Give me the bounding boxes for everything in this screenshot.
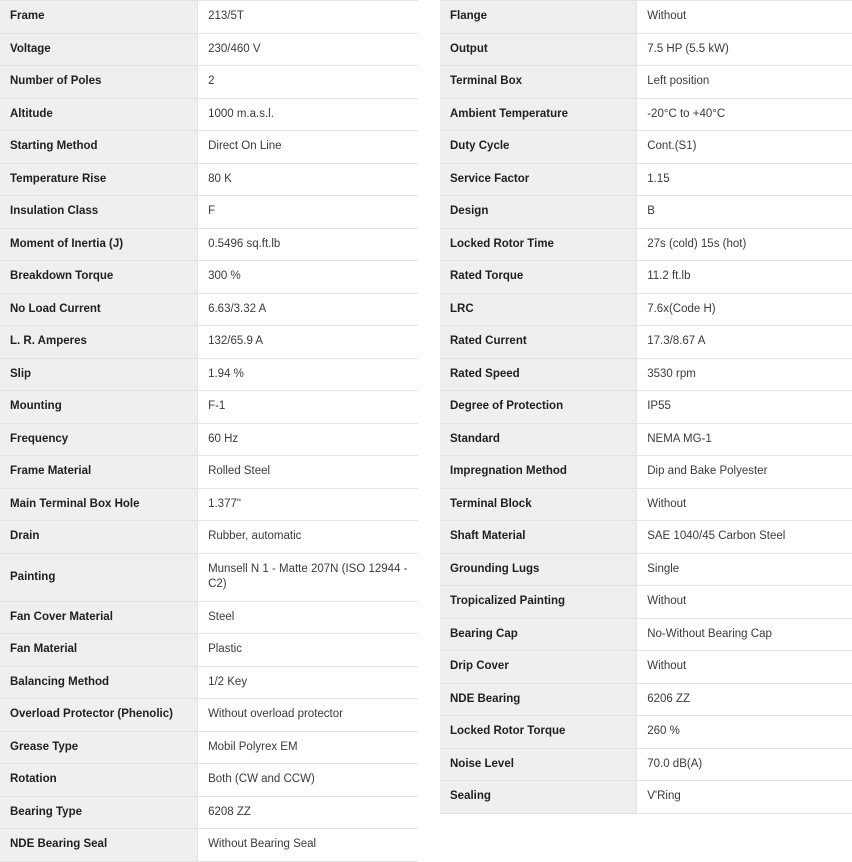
spec-label: Tropicalized Painting <box>440 586 637 619</box>
spec-value: 0.5496 sq.ft.lb <box>198 228 418 261</box>
table-row <box>440 98 852 131</box>
table-row <box>0 358 418 391</box>
spec-value: Direct On Line <box>198 131 418 164</box>
spec-value: 260 % <box>637 716 852 749</box>
spec-value: 300 % <box>198 261 418 294</box>
table-row <box>0 1 418 34</box>
table-row <box>440 618 852 651</box>
table-row <box>0 521 418 554</box>
table-row <box>440 261 852 294</box>
spec-label: Frequency <box>0 423 198 456</box>
table-row <box>440 66 852 99</box>
spec-value: F-1 <box>198 391 418 424</box>
spec-label: Output <box>440 33 637 66</box>
table-row <box>440 488 852 521</box>
table-row <box>440 293 852 326</box>
table-row <box>0 66 418 99</box>
spec-value: Without overload protector <box>198 699 418 732</box>
spec-value: 1000 m.a.s.l. <box>198 98 418 131</box>
spec-value: 6.63/3.32 A <box>198 293 418 326</box>
spec-label: Rated Speed <box>440 358 637 391</box>
spec-value: 27s (cold) 15s (hot) <box>637 228 852 261</box>
spec-value: Rolled Steel <box>198 456 418 489</box>
spec-value: 132/65.9 A <box>198 326 418 359</box>
spec-label: Terminal Block <box>440 488 637 521</box>
spec-value: 6208 ZZ <box>198 796 418 829</box>
table-row <box>440 163 852 196</box>
spec-label: Main Terminal Box Hole <box>0 488 198 521</box>
table-row <box>0 699 418 732</box>
spec-label: Frame <box>0 1 198 34</box>
spec-label: Drip Cover <box>440 651 637 684</box>
table-row <box>0 391 418 424</box>
spec-label: LRC <box>440 293 637 326</box>
spec-label: Bearing Type <box>0 796 198 829</box>
spec-label: Ambient Temperature <box>440 98 637 131</box>
table-row <box>0 634 418 667</box>
table-row <box>440 131 852 164</box>
spec-label: Number of Poles <box>0 66 198 99</box>
spec-value: 60 Hz <box>198 423 418 456</box>
spec-value: 213/5T <box>198 1 418 34</box>
spec-label: Fan Cover Material <box>0 601 198 634</box>
spec-label: Starting Method <box>0 131 198 164</box>
spec-label: Flange <box>440 1 637 34</box>
spec-value: Both (CW and CCW) <box>198 764 418 797</box>
spec-value: 1.94 % <box>198 358 418 391</box>
table-row <box>440 748 852 781</box>
spec-value: 1.15 <box>637 163 852 196</box>
spec-value: Mobil Polyrex EM <box>198 731 418 764</box>
spec-label: Shaft Material <box>440 521 637 554</box>
table-row <box>0 601 418 634</box>
table-row <box>440 423 852 456</box>
spec-label: Degree of Protection <box>440 391 637 424</box>
table-row <box>440 651 852 684</box>
table-row <box>440 553 852 586</box>
left-spec-table <box>0 0 418 862</box>
table-row <box>0 228 418 261</box>
table-row <box>440 521 852 554</box>
spec-label: Insulation Class <box>0 196 198 229</box>
table-row <box>440 228 852 261</box>
spec-value: Without <box>637 488 852 521</box>
spec-value: No-Without Bearing Cap <box>637 618 852 651</box>
table-row <box>0 261 418 294</box>
table-row <box>0 829 418 862</box>
spec-label: Drain <box>0 521 198 554</box>
table-row <box>0 98 418 131</box>
table-row <box>440 781 852 814</box>
spec-value: Left position <box>637 66 852 99</box>
right-spec-table <box>440 0 852 814</box>
spec-label: Frame Material <box>0 456 198 489</box>
table-row <box>0 326 418 359</box>
table-row <box>440 326 852 359</box>
spec-label: Locked Rotor Torque <box>440 716 637 749</box>
spec-label: Rated Torque <box>440 261 637 294</box>
spec-value: 1.377" <box>198 488 418 521</box>
spec-value: 3530 rpm <box>637 358 852 391</box>
spec-label: NDE Bearing <box>440 683 637 716</box>
table-row <box>440 196 852 229</box>
spec-value: 1/2 Key <box>198 666 418 699</box>
spec-label: Balancing Method <box>0 666 198 699</box>
spec-label: Rotation <box>0 764 198 797</box>
spec-value: 6206 ZZ <box>637 683 852 716</box>
spec-label: Slip <box>0 358 198 391</box>
spec-label: Noise Level <box>440 748 637 781</box>
table-row <box>0 33 418 66</box>
left-spec-table-body <box>0 1 418 862</box>
spec-label: L. R. Amperes <box>0 326 198 359</box>
right-spec-table-body <box>440 1 852 814</box>
spec-label: Terminal Box <box>440 66 637 99</box>
spec-value: B <box>637 196 852 229</box>
table-row <box>440 456 852 489</box>
spec-label: Painting <box>0 553 198 601</box>
spec-label: Grease Type <box>0 731 198 764</box>
spec-value: 2 <box>198 66 418 99</box>
spec-label: Moment of Inertia (J) <box>0 228 198 261</box>
table-row <box>0 423 418 456</box>
spec-value: 17.3/8.67 A <box>637 326 852 359</box>
spec-label: Bearing Cap <box>440 618 637 651</box>
spec-label: Fan Material <box>0 634 198 667</box>
table-row <box>440 33 852 66</box>
spec-value: F <box>198 196 418 229</box>
table-row <box>0 196 418 229</box>
spec-value: Munsell N 1 - Matte 207N (ISO 12944 - C2) <box>198 553 418 601</box>
table-row <box>0 796 418 829</box>
table-row <box>0 764 418 797</box>
spec-value: Plastic <box>198 634 418 667</box>
spec-value: NEMA MG-1 <box>637 423 852 456</box>
spec-value: 70.0 dB(A) <box>637 748 852 781</box>
spec-label: NDE Bearing Seal <box>0 829 198 862</box>
spec-label: Overload Protector (Phenolic) <box>0 699 198 732</box>
table-row <box>0 731 418 764</box>
table-row <box>0 488 418 521</box>
table-row <box>440 586 852 619</box>
spec-value: V'Ring <box>637 781 852 814</box>
table-row <box>0 456 418 489</box>
spec-label: Duty Cycle <box>440 131 637 164</box>
spec-label: Mounting <box>0 391 198 424</box>
table-row <box>0 666 418 699</box>
spec-label: Rated Current <box>440 326 637 359</box>
spec-label: Design <box>440 196 637 229</box>
table-row <box>0 163 418 196</box>
spec-label: Altitude <box>0 98 198 131</box>
spec-label: Locked Rotor Time <box>440 228 637 261</box>
spec-label: Sealing <box>440 781 637 814</box>
spec-label: Impregnation Method <box>440 456 637 489</box>
spec-value: 11.2 ft.lb <box>637 261 852 294</box>
spec-label: Standard <box>440 423 637 456</box>
spec-label: Service Factor <box>440 163 637 196</box>
spec-value: IP55 <box>637 391 852 424</box>
table-row <box>440 391 852 424</box>
table-row <box>0 293 418 326</box>
spec-label: Breakdown Torque <box>0 261 198 294</box>
spec-value: Rubber, automatic <box>198 521 418 554</box>
spec-value: Without <box>637 586 852 619</box>
spec-value: 230/460 V <box>198 33 418 66</box>
table-row <box>440 1 852 34</box>
table-row <box>440 683 852 716</box>
table-row <box>0 553 418 601</box>
table-row <box>0 131 418 164</box>
spec-value: 7.6x(Code H) <box>637 293 852 326</box>
spec-value: Cont.(S1) <box>637 131 852 164</box>
spec-value: 7.5 HP (5.5 kW) <box>637 33 852 66</box>
spec-label: No Load Current <box>0 293 198 326</box>
spec-value: SAE 1040/45 Carbon Steel <box>637 521 852 554</box>
spec-label: Voltage <box>0 33 198 66</box>
spec-value: -20°C to +40°C <box>637 98 852 131</box>
spec-value: Single <box>637 553 852 586</box>
spec-label: Temperature Rise <box>0 163 198 196</box>
spec-value: Dip and Bake Polyester <box>637 456 852 489</box>
spec-value: Without <box>637 651 852 684</box>
spec-value: Steel <box>198 601 418 634</box>
spec-label: Grounding Lugs <box>440 553 637 586</box>
spec-value: Without <box>637 1 852 34</box>
table-row <box>440 716 852 749</box>
table-row <box>440 358 852 391</box>
spec-value: Without Bearing Seal <box>198 829 418 862</box>
spec-value: 80 K <box>198 163 418 196</box>
